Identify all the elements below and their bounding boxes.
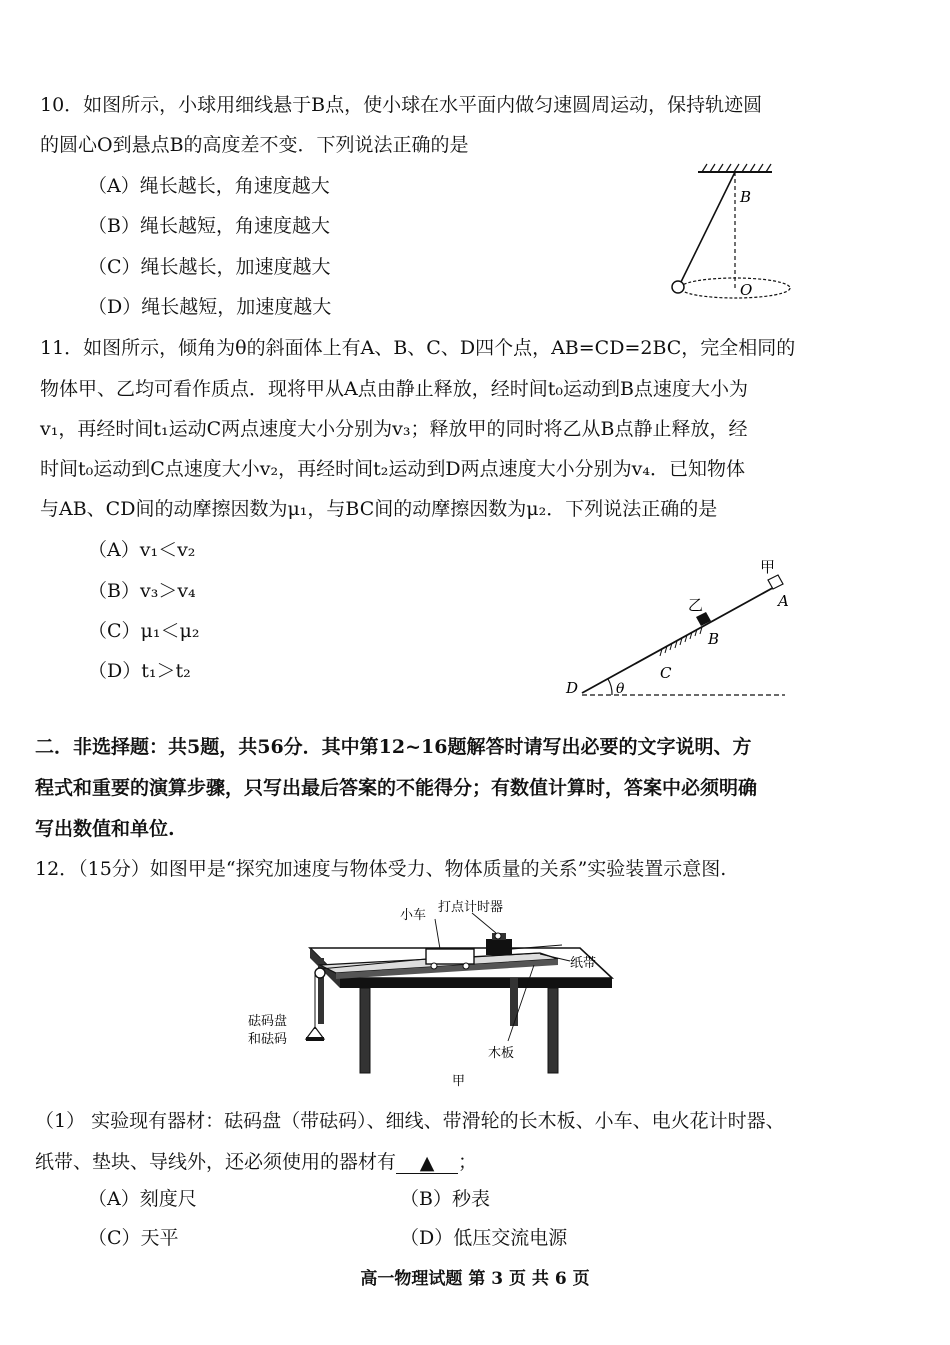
q12-option-b: （B）秒表 (400, 1188, 490, 1210)
q11-stem-line1: 11．如图所示，倾角为θ的斜面体上有A、B、C、D四个点，AB=CD=2BC，完全相同的 (40, 337, 796, 359)
q11-option-b: （B）v₃＞v₄ (88, 580, 196, 602)
q11-stem-line4: 时间t₀运动到C点速度大小v₂，再经时间t₂运动到D两点速度大小分别为v₄．已知物体 (40, 458, 745, 480)
q11-fig-label-c: C (660, 664, 672, 682)
q12-stem: 12．（15分）如图甲是“探究加速度与物体受力、物体质量的关系”实验装置示意图. (35, 858, 727, 880)
q10-fig-label-o: O (740, 281, 753, 299)
q12-option-a: （A）刻度尺 (88, 1188, 197, 1210)
q11-option-a: （A）v₁＜v₂ (88, 539, 196, 561)
q11-incline-figure (560, 555, 800, 705)
q12-fig-caption: 甲 (452, 1074, 466, 1089)
q10-stem-line2: 的圆心O到悬点B的高度差不变．下列说法正确的是 (40, 134, 469, 156)
q12-fig-label-tape: 纸带 (570, 956, 597, 971)
q11-option-c: （C）μ₁＜μ₂ (88, 620, 200, 642)
q12-sub1-line2 (35, 1150, 477, 1174)
q11-stem-line2: 物体甲、乙均可看作质点．现将甲从A点由静止释放，经时间t₀运动到B点速度大小为 (40, 378, 748, 400)
q12-answer-blank (396, 1151, 458, 1174)
q10-option-c: （C）绳长越长，加速度越大 (88, 256, 331, 278)
q12-fig-label-weights1: 砝码盘 (248, 1014, 288, 1029)
q12-sub1-line2-text: 纸带、垫块、导线外，还必须使用的器材有 (35, 1151, 397, 1173)
q12-fig-label-weights2: 和砝码 (248, 1032, 288, 1047)
q12-option-c: （C）天平 (88, 1227, 179, 1249)
q11-fig-label-d: D (566, 679, 579, 697)
section2-line3: 写出数值和单位. (35, 818, 175, 840)
q12-sub1-end: ； (458, 1151, 478, 1173)
q12-fig-label-cart: 小车 (400, 908, 427, 923)
q11-fig-label-yi: 乙 (688, 596, 704, 614)
q11-fig-label-jia: 甲 (760, 558, 776, 576)
q11-fig-label-b: B (708, 630, 720, 648)
q12-fig-label-board: 木板 (488, 1046, 515, 1061)
q12-sub1-line1: （1） 实验现有器材：砝码盘（带砝码）、细线、带滑轮的长木板、小车、电火花计时器、 (35, 1110, 785, 1132)
q10-option-b: （B）绳长越短，角速度越大 (88, 215, 330, 237)
section2-line1: 二．非选择题：共5题，共56分．其中第12~16题解答时请写出必要的文字说明、方 (35, 736, 752, 758)
q12-blank-mark: ▲ (419, 1152, 435, 1174)
q10-stem-line1: 10．如图所示，小球用细线悬于B点，使小球在水平面内做匀速圆周运动，保持轨迹圆 (40, 94, 763, 116)
q11-option-d: （D）t₁＞t₂ (88, 660, 191, 682)
page-footer: 高一物理试题 第 3 页 共 6 页 (360, 1269, 590, 1289)
q12-option-d: （D）低压交流电源 (400, 1227, 568, 1249)
q10-option-d: （D）绳长越短，加速度越大 (88, 296, 332, 318)
q10-fig-label-b: B (740, 188, 752, 206)
q11-stem-line5: 与AB、CD间的动摩擦因数为μ₁，与BC间的动摩擦因数为μ₂．下列说法正确的是 (40, 498, 718, 520)
section2-line2: 程式和重要的演算步骤，只写出最后答案的不能得分；有数值计算时，答案中必须明确 (35, 777, 758, 799)
q10-conical-pendulum-figure (660, 160, 800, 310)
q12-apparatus-figure (240, 893, 620, 1093)
q12-fig-label-timer: 打点计时器 (438, 900, 504, 915)
q11-stem-line3: v₁，再经时间t₁运动C两点速度大小分别为v₃；释放甲的同时将乙从B点静止释放，经 (40, 418, 748, 440)
q10-option-a: （A）绳长越长，角速度越大 (88, 175, 330, 197)
q11-fig-label-a: A (778, 592, 789, 610)
q11-fig-label-theta: θ (616, 681, 625, 697)
